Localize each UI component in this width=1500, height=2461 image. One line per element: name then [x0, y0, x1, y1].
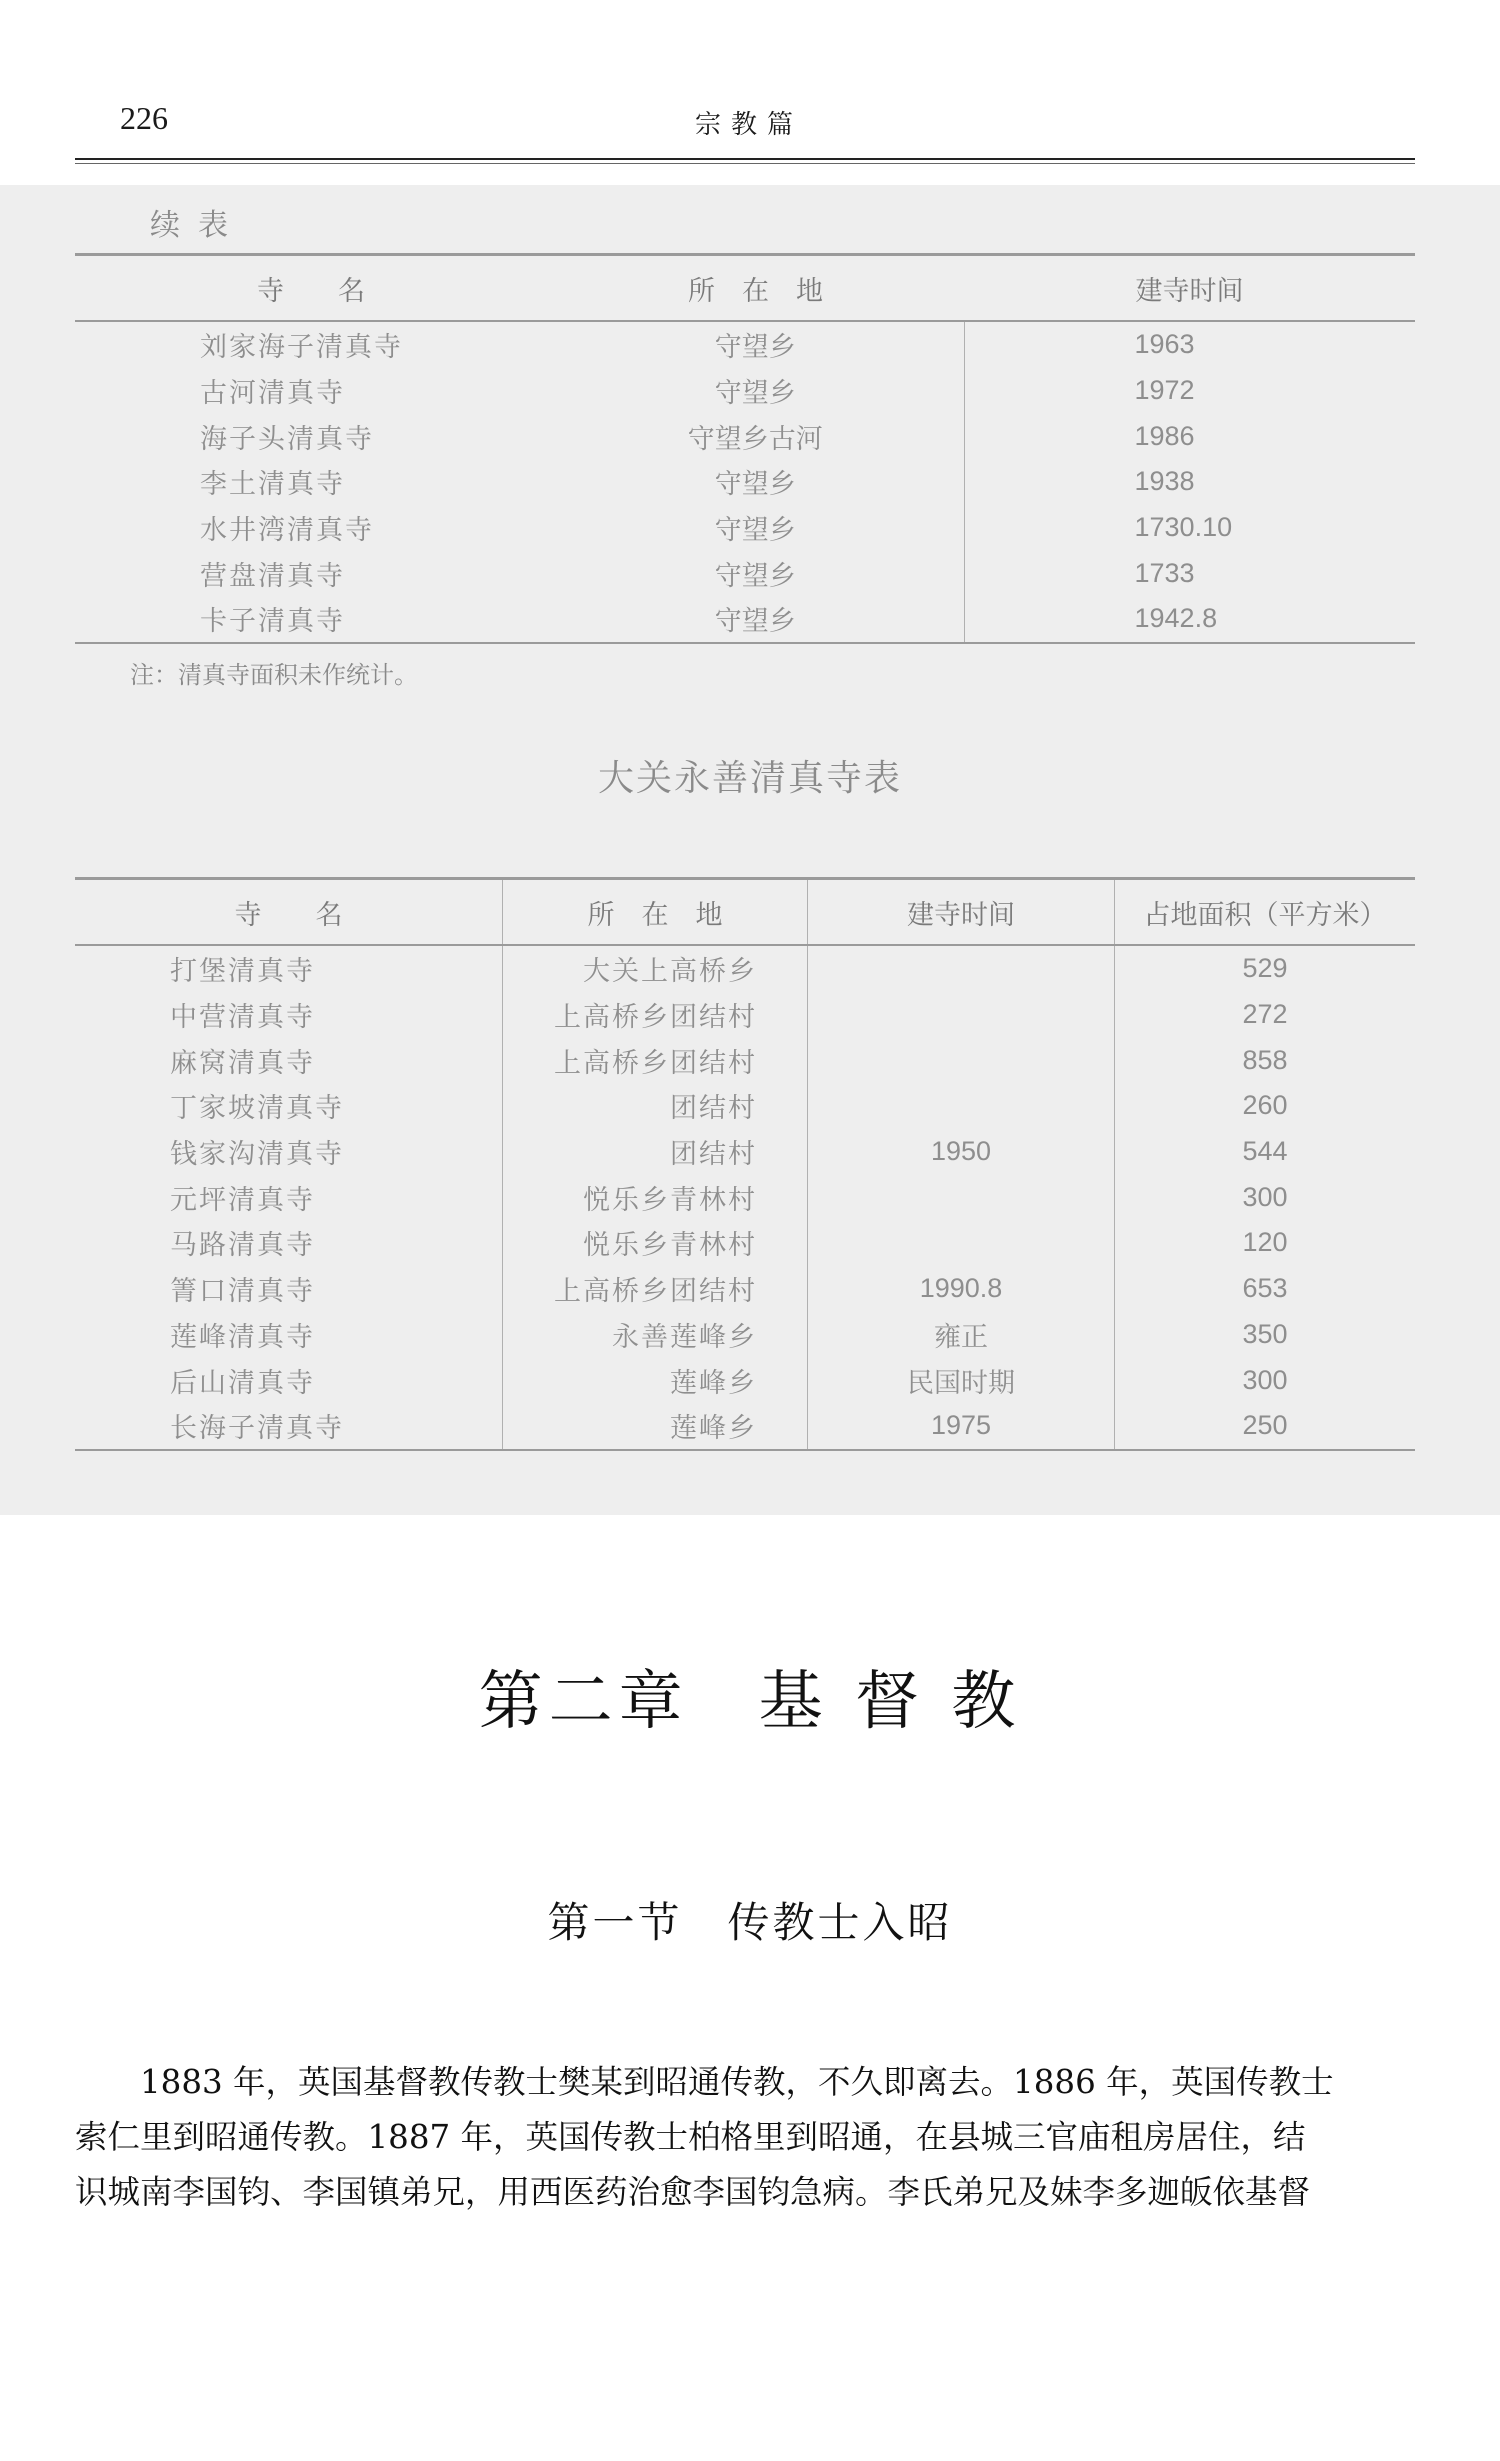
- table-row: [75, 1220, 1415, 1266]
- table-cell: 544: [1115, 1129, 1416, 1175]
- table-cell: 箐口清真寺: [170, 1276, 315, 1308]
- table-row: [75, 1174, 1415, 1220]
- table-cell: 守望乡: [714, 515, 796, 547]
- table-cell: 丁家坡清真寺: [170, 1093, 344, 1125]
- table-cell: [808, 1083, 1115, 1129]
- table-cell: 272: [1115, 992, 1416, 1038]
- table-row: [75, 1357, 1415, 1403]
- body-paragraph: [75, 2055, 1415, 2220]
- table-cell: 1990.8: [808, 1266, 1115, 1312]
- table-cell: 莲峰乡: [503, 1357, 808, 1403]
- table-cell: 守望乡: [714, 332, 796, 364]
- table-cell: 雍正: [808, 1312, 1115, 1358]
- table-cell: 1986: [964, 413, 1415, 459]
- table-title: 大关永善清真寺表: [597, 758, 902, 799]
- table-cell: 250: [1115, 1403, 1416, 1450]
- table-row: [75, 1083, 1415, 1129]
- table-cell: 1975: [808, 1403, 1115, 1450]
- page-number: 226: [120, 100, 168, 136]
- table-cell: [808, 992, 1115, 1038]
- table-cell: 1733: [964, 550, 1415, 596]
- table-cell: 653: [1115, 1266, 1416, 1312]
- body-line: 识城南李国钧、李国镇弟兄，用西医药治愈李国钧急病。李氏弟兄及妹李多迦皈依基督: [75, 2173, 1311, 2211]
- table-cell: 中营清真寺: [170, 1002, 315, 1034]
- running-header: [75, 100, 1415, 160]
- column-header-area: 占地面积（平方米）: [1115, 879, 1416, 946]
- table-cell: 马路清真寺: [170, 1230, 315, 1262]
- table-cell: 李土清真寺: [200, 469, 345, 501]
- column-header-location: 所 在 地: [547, 255, 964, 322]
- table-cell: 长海子清真寺: [75, 1403, 503, 1450]
- table-row: [75, 413, 1415, 459]
- header-rule: [75, 158, 1415, 160]
- table-cell: 元坪清真寺: [170, 1184, 315, 1216]
- table-cell: 858: [1115, 1037, 1416, 1083]
- table-cell: 海子头清真寺: [200, 423, 374, 455]
- table-row: [75, 368, 1415, 414]
- table-cell: 1950: [808, 1129, 1115, 1175]
- table-cell: 守望乡古河: [687, 423, 823, 455]
- table-cell: 守望乡: [547, 596, 964, 643]
- table-cell: 上高桥乡团结村: [503, 1266, 808, 1312]
- column-header-location: 所 在 地: [503, 879, 808, 946]
- table-row: [75, 1403, 1415, 1450]
- table-cell: 钱家沟清真寺: [170, 1139, 344, 1171]
- table-cell: 守望乡: [714, 469, 796, 501]
- table-cell: 打堡清真寺: [170, 956, 315, 988]
- table-cell: 1938: [964, 459, 1415, 505]
- table-cell: 300: [1115, 1357, 1416, 1403]
- table-cell: [808, 1037, 1115, 1083]
- table-cell: [808, 945, 1115, 992]
- table-note: 注：清真寺面积未作统计。: [130, 661, 418, 689]
- table-cell: 1963: [964, 321, 1415, 368]
- table-cell: 莲峰清真寺: [170, 1321, 315, 1353]
- table-cell: 悦乐乡青林村: [503, 1220, 808, 1266]
- table-cell: 守望乡: [714, 378, 796, 410]
- table-row: [75, 321, 1415, 368]
- table-header-row: [75, 879, 1415, 946]
- mosque-table-continued: [75, 253, 1415, 644]
- table-cell: 120: [1115, 1220, 1416, 1266]
- table-cell: 大关上高桥乡: [503, 945, 808, 992]
- column-header-built-year: 建寺时间: [808, 879, 1115, 946]
- running-section-name: 宗教篇: [695, 110, 804, 140]
- body-line: 1883 年，英国基督教传教士樊某到昭通传教，不久即离去。1886 年，英国传教士: [140, 2063, 1334, 2101]
- table-cell: 悦乐乡青林村: [503, 1174, 808, 1220]
- table-cell: [808, 1220, 1115, 1266]
- table-cell: 营盘清真寺: [200, 560, 345, 592]
- table-cell: 水井湾清真寺: [200, 515, 374, 547]
- table-row: [75, 550, 1415, 596]
- table-cell: 350: [1115, 1312, 1416, 1358]
- table-cell: 260: [1115, 1083, 1416, 1129]
- chapter-title: 第二章 基 督 教: [478, 1665, 1022, 1739]
- table-cell: 上高桥乡团结村: [503, 1037, 808, 1083]
- table-row: [75, 1129, 1415, 1175]
- column-header-name: 寺 名: [75, 255, 547, 322]
- table-cell: 永善莲峰乡: [503, 1312, 808, 1358]
- table-cell: 团结村: [503, 1083, 808, 1129]
- table-cell: 1942.8: [964, 596, 1415, 643]
- body-line: 索仁里到昭通传教。1887 年，英国传教士柏格里到昭通，在县城三官庙租房居住，结: [75, 2118, 1306, 2156]
- table-cell: 麻窝清真寺: [170, 1047, 315, 1079]
- table-row: [75, 1037, 1415, 1083]
- table-cell: 民国时期: [808, 1357, 1115, 1403]
- table-row: [75, 459, 1415, 505]
- continued-table-label: 续表: [150, 208, 246, 243]
- table-cell: 后山清真寺: [170, 1367, 315, 1399]
- table-cell: [808, 1174, 1115, 1220]
- daguan-yongshan-mosque-table: [75, 877, 1415, 1451]
- table-cell: 529: [1115, 945, 1416, 992]
- table-cell: 莲峰乡: [503, 1403, 808, 1450]
- table-cell: 刘家海子清真寺: [200, 332, 403, 364]
- table-cell: 1730.10: [964, 505, 1415, 551]
- table-row: [75, 992, 1415, 1038]
- table-cell: 古河清真寺: [200, 378, 345, 410]
- table-row: [75, 945, 1415, 992]
- table-row: [75, 596, 1415, 643]
- table-row: [75, 1312, 1415, 1358]
- column-header-built-year: 建寺时间: [964, 255, 1415, 322]
- section-title: 第一节 传教士入昭: [547, 1898, 953, 1947]
- column-header-name: 寺 名: [75, 879, 503, 946]
- table-cell: 团结村: [503, 1129, 808, 1175]
- table-row: [75, 505, 1415, 551]
- table-header-row: [75, 255, 1415, 322]
- table-cell: 守望乡: [714, 560, 796, 592]
- table-cell: 卡子清真寺: [75, 596, 547, 643]
- table-cell: 300: [1115, 1174, 1416, 1220]
- table-cell: 1972: [964, 368, 1415, 414]
- header-rule-thin: [75, 163, 1415, 164]
- table-row: [75, 1266, 1415, 1312]
- table-cell: 上高桥乡团结村: [503, 992, 808, 1038]
